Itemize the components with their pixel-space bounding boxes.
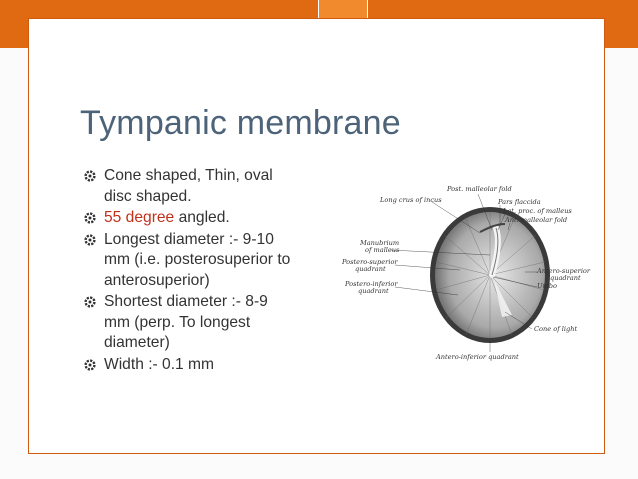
bullet-item bbox=[84, 292, 334, 354]
gear-flower-bullet-icon bbox=[84, 234, 96, 246]
label-antero-superior: Antero-superior bbox=[537, 267, 591, 275]
bullet-line: Shortest diameter :- 8-9 bbox=[104, 293, 268, 310]
bullet-line: mm (i.e. posterosuperior to bbox=[104, 251, 291, 268]
bullet-line: Width :- 0.1 mm bbox=[104, 355, 215, 373]
label-ant-malleolar-fold: Ant. malleolar fold bbox=[505, 216, 568, 224]
label-manubrium-of-malleus: of malleus bbox=[365, 246, 400, 254]
bullet-item bbox=[84, 208, 334, 229]
label-postero-inferior-quadrant: quadrant bbox=[358, 287, 389, 295]
bullet-item bbox=[84, 355, 334, 376]
label-post-malleolar-fold: Post. malleolar fold bbox=[447, 185, 512, 193]
bullet-list bbox=[84, 166, 334, 376]
label-postero-superior-quadrant: quadrant bbox=[355, 265, 386, 273]
label-cone-of-light: Cone of light bbox=[534, 325, 578, 333]
bullet-line: Longest diameter :- 9-10 bbox=[104, 230, 274, 248]
gear-flower-bullet-icon bbox=[84, 296, 96, 308]
bullet-item bbox=[84, 230, 334, 292]
bullet-item bbox=[84, 166, 334, 207]
label-antero-inferior-quadrant: Antero-inferior quadrant bbox=[436, 353, 519, 361]
gear-flower-bullet-icon bbox=[84, 359, 96, 371]
label-pars-flaccida: Pars flaccida bbox=[498, 198, 541, 206]
gear-flower-bullet-icon bbox=[84, 170, 96, 182]
label-manubrium: Manubrium bbox=[360, 239, 400, 247]
label-postero-inferior: Postero-inferior bbox=[345, 280, 398, 288]
bullet-line: angled. bbox=[174, 209, 230, 226]
tympanic-membrane-illustration bbox=[340, 180, 610, 370]
label-postero-superior: Postero-superior bbox=[342, 258, 398, 266]
label-antero-superior-quadrant: quadrant bbox=[550, 274, 581, 282]
bullet-line: mm (perp. To longest bbox=[104, 313, 251, 331]
slide-title: Tympanic membrane bbox=[80, 104, 401, 142]
membrane-drawing bbox=[430, 207, 550, 343]
bullet-line: Cone shaped, Thin, oval bbox=[104, 167, 273, 184]
gear-flower-bullet-icon bbox=[84, 212, 96, 224]
label-lat-proc-malleus: Lat. proc. of malleus bbox=[503, 207, 572, 215]
bullet-line: diameter) bbox=[104, 334, 170, 351]
highlight-text: 55 degree bbox=[104, 209, 175, 226]
bullet-line: disc shaped. bbox=[104, 187, 192, 205]
bullet-line: anterosuperior) bbox=[104, 271, 210, 289]
label-umbo: Umbo bbox=[537, 282, 558, 290]
label-long-crus-of-incus: Long crus of incus bbox=[380, 196, 442, 204]
